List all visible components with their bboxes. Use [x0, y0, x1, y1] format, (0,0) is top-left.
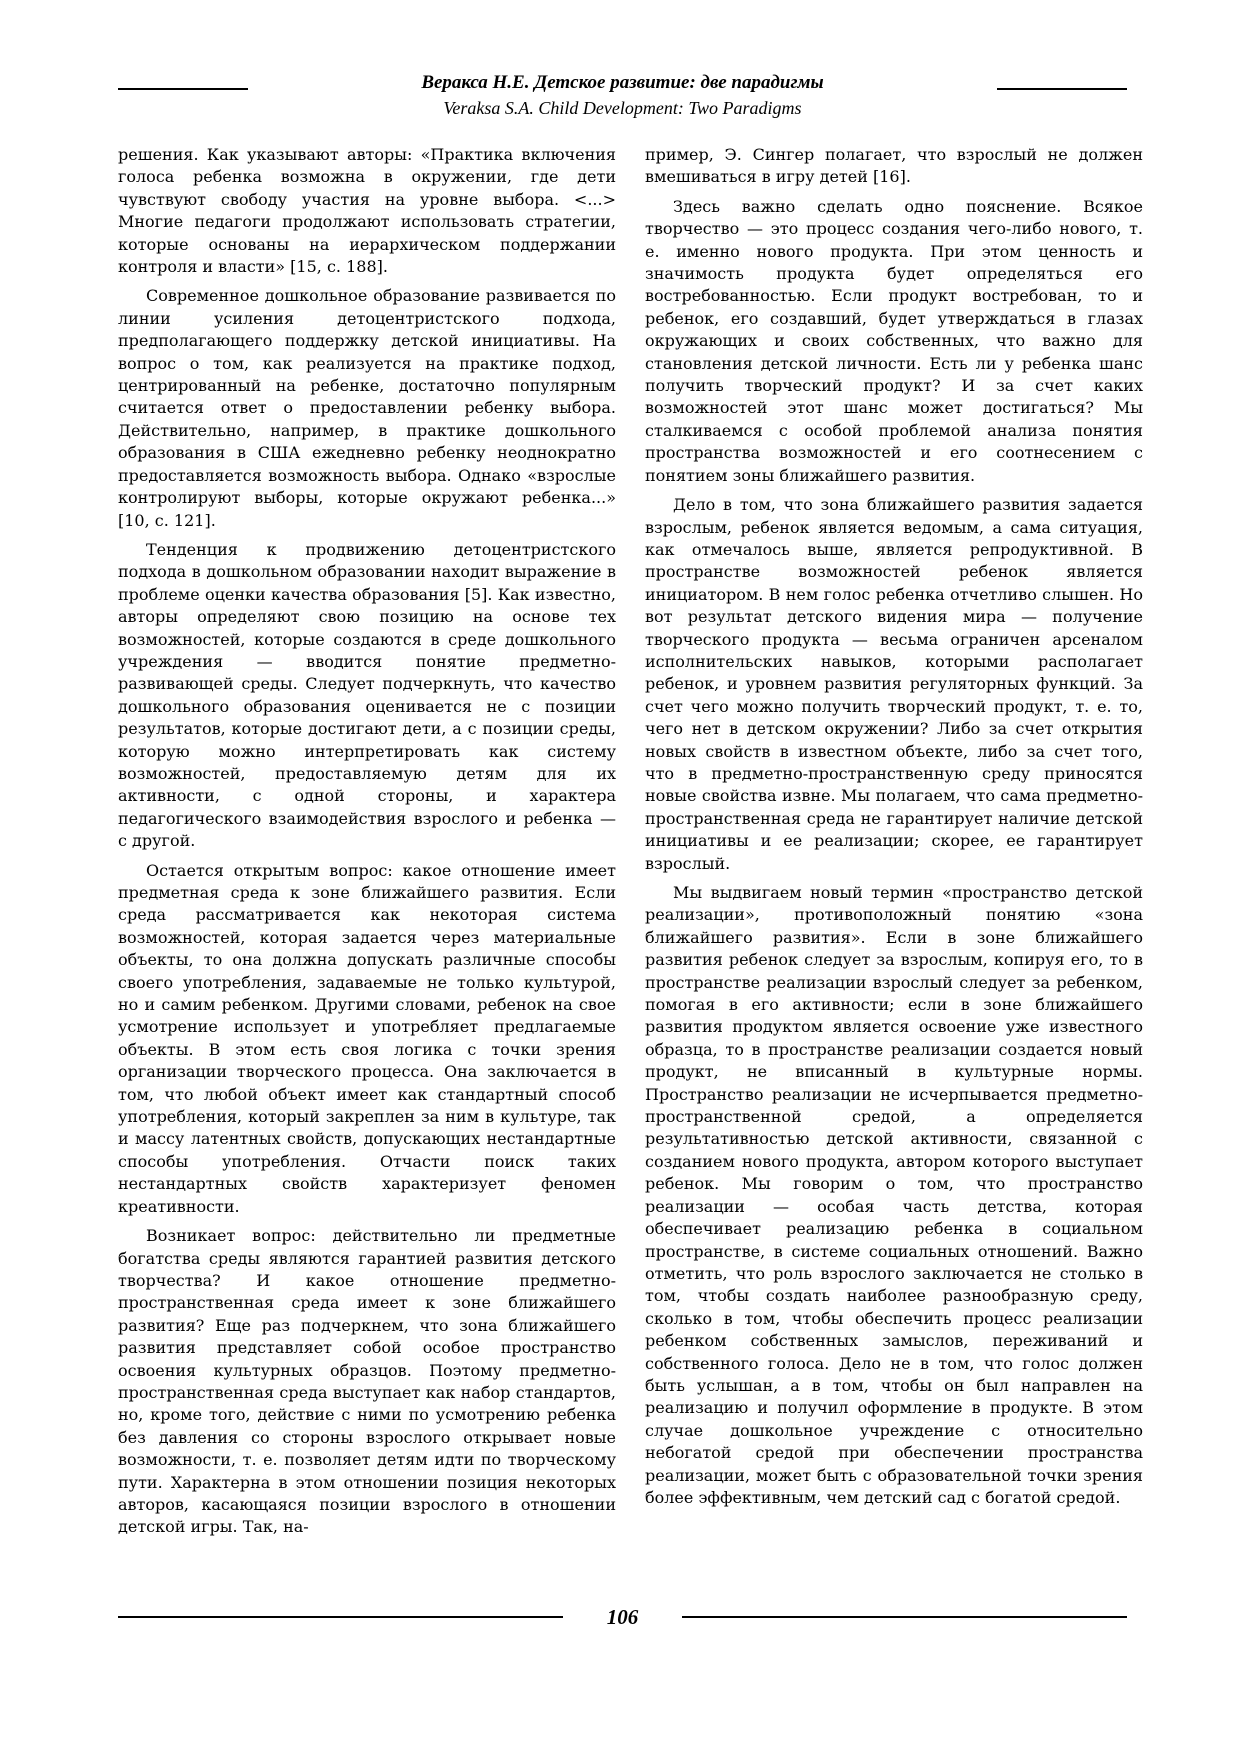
- paragraph: Современное дошкольное образование развивается по линии усиления детоцентристского подхода, предполагающего поддержку детской инициативы. На вопрос о том, как реализуется на практике подход, центрированный на ребенке, достаточно популярным считается ответ о предоставлении ребенку выбора. Действительно, например, в практике дошкольного образования в США ежедневно ребенку неоднократно предоставляется возможность выбора. Однако «взрослые контролируют выборы, которые окружают ребенка...» [10, с. 121].: [118, 286, 616, 530]
- paragraph: Мы выдвигаем новый термин «пространство детской реализации», противоположный понятию «зона ближайшего развития». Если в зоне ближайшего развития ребенок следует за взрослым, копируя его, то в пространстве реализации взрослый следует за ребенком, помогая в его активности; если в зоне ближайшего развития продуктом является освоение уже известного образца, то в пространстве реализации создается новый продукт, не вписанный в культурные нормы. Пространство реализации не исчерпывается предметно-пространственной средой, а определяется результативностью детской активности, связанной с созданием нового продукта, автором которого выступает ребенок. Мы говорим о том, что пространство реализации — особая часть детства, которая обеспечивает реализацию ребенка в социальном пространстве, в системе социальных отношений. Важно отметить, что роль взрослого заключается не столько в том, чтобы создать наиболее разнообразную среду, сколько в том, чтобы обеспечить процесс реализации ребенком собственных замыслов, переживаний и собственного голоса. Дело не в том, что голос должен быть услышан, а в том, чтобы он был направлен на реализацию и получил оформление в продукте. В этом случае дошкольное учреждение с относительно небогатой средой при обеспечении пространства реализации, может быть с образовательной точки зрения более эффективным, чем детский сад с богатой средой.: [645, 883, 1143, 1507]
- running-header: [118, 70, 1127, 120]
- paragraph: Дело в том, что зона ближайшего развития задается взрослым, ребенок является ведомым, а сама ситуация, как отмечалось выше, является репродуктивной. В пространстве возможностей ребенок является инициатором. В нем голос ребенка отчетливо слышен. Но вот результат детского видения мира — получение творческого продукта — весьма ограничен арсеналом исполнительских навыков, которыми располагает ребенок, и уровнем развития регуляторных функций. За счет чего можно получить творческий продукт, т. е. то, чего нет в детском окружении? Либо за счет открытия новых свойств в известном объекте, либо за счет того, что в предметно-пространственную среду приносятся новые свойства извне. Мы полагаем, что сама предметно-пространственная среда не гарантирует наличие детской инициативы и ее реализации; скорее, ее гарантирует взрослый.: [645, 495, 1143, 873]
- page-number: 106: [606, 1605, 639, 1629]
- header-title-en: Veraksa S.A. Child Development: Two Paradigms: [443, 98, 802, 118]
- paragraph: Остается открытым вопрос: какое отношение имеет предметная среда к зоне ближайшего развития. Если среда рассматривается как некоторая система возможностей, которая задается через материальные объекты, то она должна допускать различные способы своего употребления, задаваемые не только культурой, но и самим ребенком. Другими словами, ребенок на свое усмотрение использует и употребляет предлагаемые объекты. В этом есть своя логика с точки зрения организации творческого процесса. Она заключается в том, что любой объект имеет как стандартный способ употребления, который закреплен за ним в культуре, так и массу латентных свойств, допускающих нестандартные способы употребления. Отчасти поиск таких нестандартных свойств характеризует феномен креативности.: [118, 860, 616, 1216]
- paragraph: решения. Как указывают авторы: «Практика включения голоса ребенка возможна в окружении, где дети чувствуют свободу участия на уровне выбора. <...> Многие педагоги продолжают использовать стратегии, которые основаны на иерархическом поддержании контроля и власти» [15, с. 188].: [118, 145, 616, 277]
- left-column: [118, 144, 616, 1546]
- header-rule-right: [997, 88, 1127, 90]
- paragraph: Тенденция к продвижению детоцентристского подхода в дошкольном образовании находит выражение в проблеме оценки качества образования [5]. Как известно, авторы определяют свою позицию на основе тех возможностей, которые создаются в среде дошкольного учреждения — вводится понятие предметно-развивающей среды. Следует подчеркнуть, что качество дошкольного образования оценивается не с позиции результатов, которые достигают дети, а с позиции среды, которую можно интерпретировать как систему возможностей, предоставляемую детям для их активности, с одной стороны, и характера педагогического взаимодействия взрослого и ребенка — с другой.: [118, 539, 616, 851]
- header-titles: [258, 70, 987, 120]
- right-column: [645, 144, 1143, 1516]
- footer-rule-right: [682, 1616, 1127, 1618]
- paragraph: Здесь важно сделать одно пояснение. Всякое творчество — это процесс создания чего-либо нового, т. е. именно нового продукта. При этом ценность и значимость продукта будет определяться его востребованностью. Если продукт востребован, то и ребенок, его создавший, будет утверждаться в глазах окружающих и своих собственных, что важно для становления детской личности. Есть ли у ребенка шанс получить творческий продукт? И за счет каких возможностей этот шанс может достигаться? Мы сталкиваемся с особой проблемой анализа понятия пространства возможностей и его соотнесением с понятием зоны ближайшего развития.: [645, 196, 1143, 485]
- header-title-ru: Веракса Н.Е. Детское развитие: две парадигмы: [421, 72, 824, 93]
- paragraph: Возникает вопрос: действительно ли предметные богатства среды являются гарантией развития детского творчества? И какое отношение предметно-пространственная среда имеет к зоне ближайшего развития? Еще раз подчеркнем, что зона ближайшего развития представляет собой особое пространство освоения культурных образцов. Поэтому предметно-пространственная среда выступает как набор стандартов, но, кроме того, действие с ними по усмотрению ребенка без давления со стороны взрослого открывает новые возможности, т. е. позволяет детям идти по творческому пути. Характерна в этом отношении позиция некоторых авторов, касающаяся позиции взрослого в отношении детской игры. Так, на-: [118, 1226, 616, 1537]
- header-rule-left: [118, 88, 248, 90]
- page-footer: [118, 1604, 1127, 1634]
- paragraph: пример, Э. Сингер полагает, что взрослый не должен вмешиваться в игру детей [16].: [645, 145, 1143, 187]
